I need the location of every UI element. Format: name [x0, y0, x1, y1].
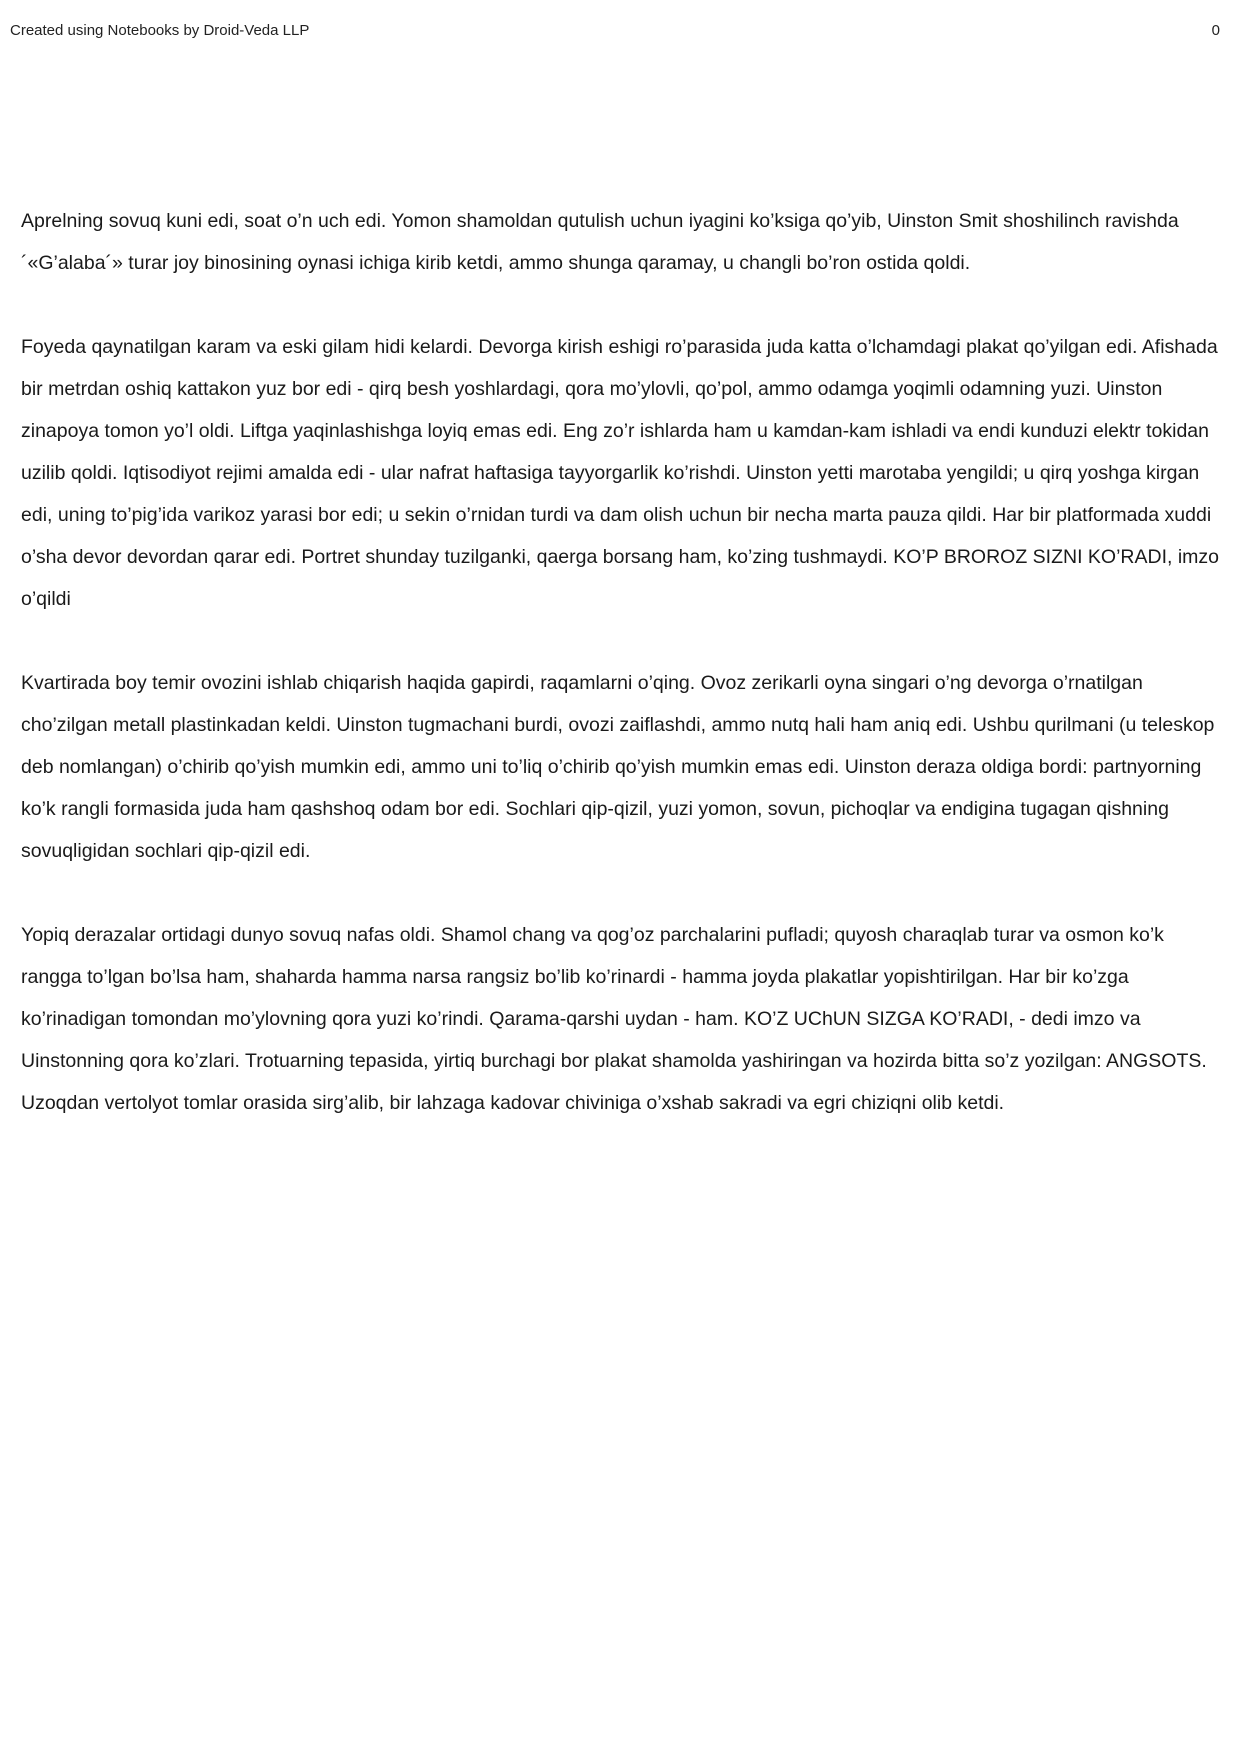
page-body — [21, 200, 1224, 1166]
paragraph-2: Foyeda qaynatilgan karam va eski gilam hidi kelardi. Devorga kirish eshigi ro’parasida juda katta o’lchamdagi plakat qo’yilgan edi. Afishada bir metrdan oshiq kattakon yuz bor edi - qirq besh yoshlardagi, qora mo’ylovli, qo’pol, ammo odamga yoqimli odamning yuzi. Uinston zinapoya tomon yo’l oldi. Liftga yaqinlashishga loyiq emas edi. Eng zo’r ishlarda ham u kamdan-kam ishladi va endi kunduzi elektr tokidan uzilib qoldi. Iqtisodiyot rejimi amalda edi - ular nafrat haftasiga tayyorgarlik ko’rishdi. Uinston yetti marotaba yengildi; u qirq yoshga kirgan edi, uning to’pig’ida varikoz yarasi bor edi; u sekin o’rnidan turdi va dam olish uchun bir necha marta pauza qildi. Har bir platformada xuddi o’sha devor devordan qarar edi. Portret shunday tuzilganki, qaerga borsang ham, ko’zing tushmaydi. KO’P BROROZ SIZNI KO’RADI, imzo o’qildi — [21, 336, 1220, 610]
page-header — [10, 20, 1230, 42]
header-credit: Created using Notebooks by Droid-Veda LLP — [10, 22, 310, 39]
paragraph-1: Aprelning sovuq kuni edi, soat o’n uch edi. Yomon shamoldan qutulish uchun iyagini ko’ksiga qo’yib, Uinston Smit shoshilinch ravishda ´«G’alaba´» turar joy binosining oynasi ichiga kirib ketdi, ammo shunga qaramay, u changli bo’ron ostida qoldi. — [21, 210, 1179, 274]
page-number: 0 — [1211, 22, 1220, 39]
paragraph-3: Kvartirada boy temir ovozini ishlab chiqarish haqida gapirdi, raqamlarni o’qing. Ovoz zerikarli oyna singari o’ng devorga o’rnatilgan cho’zilgan metall plastinkadan keldi. Uinston tugmachani burdi, ovozi zaiflashdi, ammo nutq hali ham aniq edi. Ushbu qurilmani (u teleskop deb nomlangan) o’chirib qo’yish mumkin edi, ammo uni to’liq o’chirib qo’yish mumkin emas edi. Uinston deraza oldiga bordi: partnyorning ko’k rangli formasida juda ham qashshoq odam bor edi. Sochlari qip-qizil, yuzi yomon, sovun, pichoqlar va endigina tugagan qishning sovuqligidan sochlari qip-qizil edi. — [21, 672, 1215, 862]
paragraph-4: Yopiq derazalar ortidagi dunyo sovuq nafas oldi. Shamol chang va qog’oz parchalarini pufladi; quyosh charaqlab turar va osmon ko’k rangga to’lgan bo’lsa ham, shaharda hamma narsa rangsiz bo’lib ko’rinardi - hamma joyda plakatlar yopishtirilgan. Har bir ko’zga ko’rinadigan tomondan mo’ylovning qora yuzi ko’rindi. Qarama-qarshi uydan - ham. KO’Z UChUN SIZGA KO’RADI, - dedi imzo va Uinstonning qora ko’zlari. Trotuarning tepasida, yirtiq burchagi bor plakat shamolda yashiringan va hozirda bitta so’z yozilgan: ANGSOTS. Uzoqdan vertolyot tomlar orasida sirg’alib, bir lahzaga kadovar chiviniga o’xshab sakradi va egri chiziqni olib ketdi. — [21, 924, 1207, 1114]
